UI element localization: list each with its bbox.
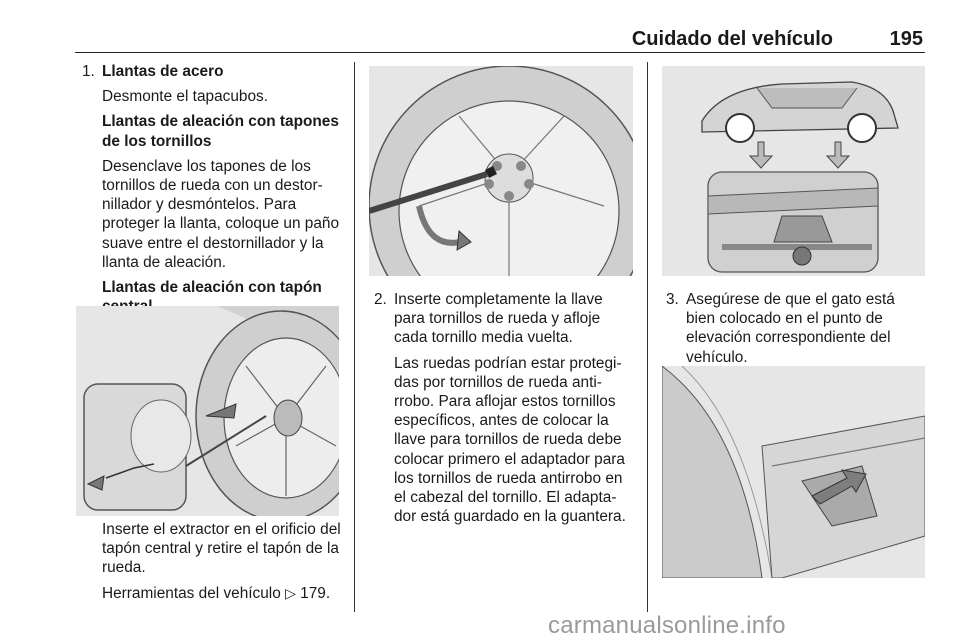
column-1 — [80, 62, 342, 322]
jack-point-illustration — [662, 66, 925, 276]
column-divider-1 — [354, 62, 355, 612]
center-cap-illustration — [76, 306, 339, 516]
step-2 — [372, 290, 636, 526]
car-jack-illustration-icon — [662, 66, 925, 276]
column-1-lower — [80, 520, 342, 609]
column-divider-2 — [647, 62, 648, 612]
jack-detail-illustration — [662, 366, 925, 578]
center-cap-text: Inserte el extractor en el orificio del tapón central y retire el tapón de la rueda. — [102, 521, 341, 577]
column-3 — [664, 290, 926, 373]
step-2-note: Las ruedas podrían estar protegi-das por tornillos de rueda anti-rrobo. Para aflojar estos tornillos específicos, antes de colocar la llave para tornillos de rueda debe colocar primero el adaptador para los tornillos de rueda antirrobo en el cabezal del tornillo. El adapta-dor está guardado en la guantera. — [394, 354, 626, 526]
step-1 — [80, 62, 342, 316]
step-3 — [664, 290, 926, 367]
alloy-caps-text: Desenclave los tapones de los tornillos de rueda con un destor-nillador y desmóntelos. Para proteger la llanta, coloque un paño suave entre el destornillador y la llanta de aleación. — [102, 157, 340, 271]
step-2-number: 2. — [374, 291, 387, 308]
section-title: Cuidado del vehículo — [631, 28, 833, 50]
page-header — [75, 28, 925, 53]
column-2 — [372, 290, 636, 532]
step-3-text: Asegúrese de que el gato está bien colocado en el punto de elevación correspondiente del vehículo. — [686, 291, 895, 366]
tools-reference — [102, 584, 342, 603]
wrench-illustration — [369, 66, 633, 276]
wheel-cap-illustration-icon — [76, 306, 339, 516]
watermark: carmanualsonline.info — [548, 612, 786, 639]
alloy-center-heading: Llantas de aleación con tapón — [102, 279, 322, 297]
step-1-number: 1. — [82, 63, 95, 80]
tools-text: Herramientas del vehículo — [102, 584, 281, 602]
reference-arrow-icon: ▷ — [285, 584, 296, 601]
sill-detail-illustration-icon — [662, 366, 925, 578]
page-number: 195 — [889, 28, 923, 50]
step-1-text: Desmonte el tapacubos. — [102, 88, 268, 106]
step-2-text: Inserte completamente la llave para tornillos de rueda y afloje cada tornillo media vuelta. — [394, 291, 603, 347]
step-3-number: 3. — [666, 291, 679, 308]
tools-ref-page: 179. — [300, 584, 331, 602]
step-1-heading: Llantas de acero — [102, 63, 224, 80]
alloy-caps-heading: Llantas de aleación con tapones de los tornillos — [102, 113, 339, 150]
wheel-wrench-illustration-icon — [369, 66, 633, 276]
